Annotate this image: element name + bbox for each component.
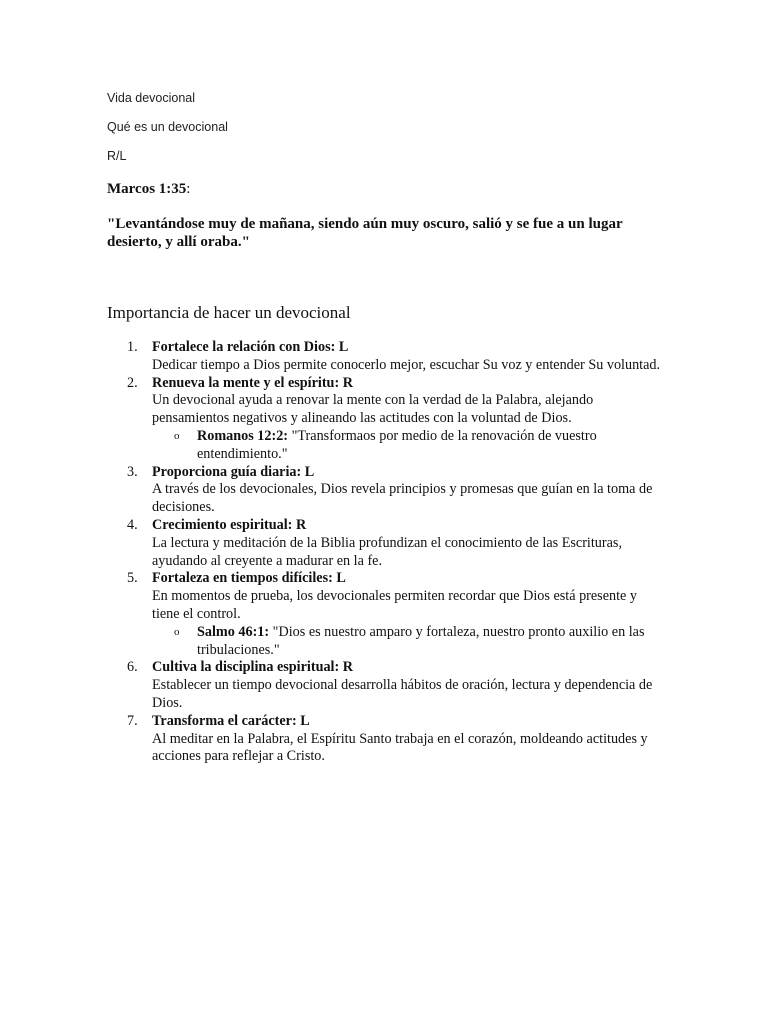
item-title: Renueva la mente y el espíritu: R bbox=[152, 374, 353, 391]
item-number: 7. bbox=[127, 712, 138, 729]
item-description: Establecer un tiempo devocional desarrolla hábitos de oración, lectura y dependencia de Dios. bbox=[152, 677, 653, 711]
section-title: Importancia de hacer un devocional bbox=[107, 303, 351, 322]
doc-question: Qué es un devocional bbox=[107, 120, 228, 134]
item-description: Dedicar tiempo a Dios permite conocerlo mejor, escuchar Su voz y entender Su voluntad. bbox=[152, 356, 661, 373]
list-item bbox=[107, 464, 667, 517]
verse-reference: Marcos 1:35 bbox=[107, 181, 187, 197]
scripture-quote: "Transformaos por medio de la renovación de vuestro entendimiento." bbox=[197, 427, 597, 462]
importance-list bbox=[107, 339, 667, 766]
doc-title: Vida devocional bbox=[107, 91, 196, 105]
sub-list bbox=[152, 624, 667, 660]
sub-list-container bbox=[107, 428, 667, 464]
list-item bbox=[107, 339, 667, 375]
list-item bbox=[107, 375, 667, 428]
item-title: Fortaleza en tiempos difíciles: L bbox=[152, 570, 346, 587]
item-description: A través de los devocionales, Dios revela principios y promesas que guían en la toma de decisiones. bbox=[152, 481, 653, 516]
item-title: Fortalece la relación con Dios: L bbox=[152, 339, 349, 355]
scripture-reference: Romanos 12:2: bbox=[197, 427, 289, 444]
item-number: 2. bbox=[127, 374, 138, 391]
bullet-icon: o bbox=[174, 625, 180, 638]
item-number: 3. bbox=[127, 463, 138, 480]
item-title: Crecimiento espiritual: R bbox=[152, 516, 307, 533]
scripture-quote: "Dios es nuestro amparo y fortaleza, nuestro pronto auxilio en las tribulaciones." bbox=[197, 623, 645, 658]
list-item bbox=[107, 570, 667, 623]
sub-list bbox=[152, 428, 667, 464]
item-title: Transforma el carácter: L bbox=[152, 712, 310, 729]
list-item bbox=[107, 713, 667, 766]
verse-text: "Levantándose muy de mañana, siendo aún muy oscuro, salió y se fue a un lugar desierto, y allí oraba." bbox=[107, 216, 623, 250]
sub-list-item bbox=[152, 624, 667, 660]
item-number: 5. bbox=[127, 570, 138, 587]
item-title: Proporciona guía diaria: L bbox=[152, 463, 315, 480]
item-number: 1. bbox=[127, 339, 138, 355]
verse-reference-line bbox=[107, 180, 667, 198]
sub-list-item bbox=[152, 428, 667, 464]
item-title: Cultiva la disciplina espiritual: R bbox=[152, 659, 354, 676]
list-item bbox=[107, 659, 667, 712]
item-number: 6. bbox=[127, 659, 138, 676]
document-page bbox=[107, 90, 667, 766]
doc-answer-label: R/L bbox=[107, 149, 127, 163]
verse-colon: : bbox=[186, 181, 191, 197]
scripture-reference: Salmo 46:1: bbox=[197, 623, 270, 640]
sub-list-container bbox=[107, 624, 667, 660]
item-description: La lectura y meditación de la Biblia profundizan el conocimiento de las Escrituras, ayudando al creyente a madurar en la fe. bbox=[152, 534, 622, 569]
bullet-icon: o bbox=[174, 429, 180, 442]
item-description: Al meditar en la Palabra, el Espíritu Santo trabaja en el corazón, moldeando actitudes y acciones para reflejar a Cristo. bbox=[152, 730, 648, 765]
item-description: Un devocional ayuda a renovar la mente con la verdad de la Palabra, alejando pensamientos negativos y alineando las actitudes con la voluntad de Dios. bbox=[152, 392, 594, 427]
list-item bbox=[107, 517, 667, 570]
item-description: En momentos de prueba, los devocionales permiten recordar que Dios está presente y tiene el control. bbox=[152, 588, 637, 622]
item-number: 4. bbox=[127, 516, 138, 533]
